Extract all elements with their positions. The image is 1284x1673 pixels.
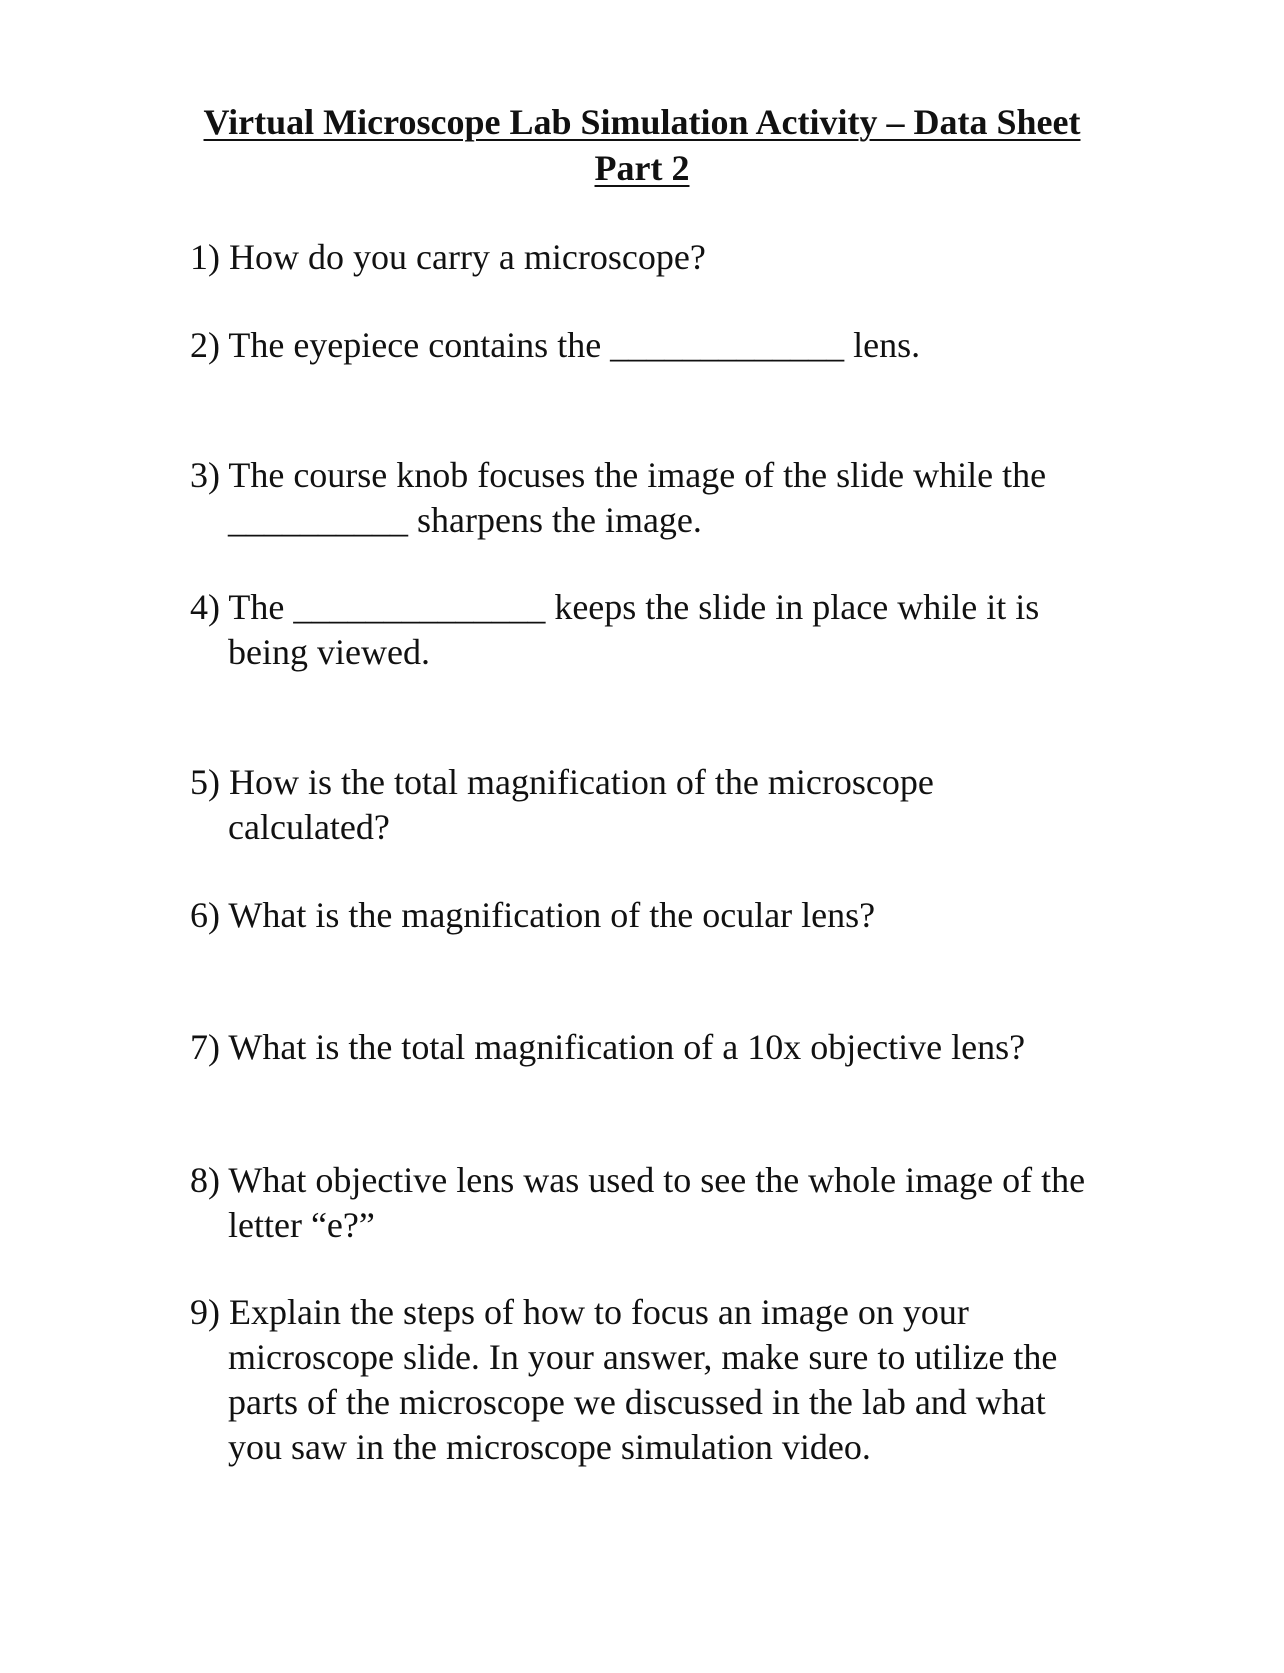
page-subtitle: Part 2 xyxy=(594,148,690,188)
question-8 xyxy=(190,1158,1085,1248)
question-3 xyxy=(190,453,1046,543)
question-text-continued: calculated? xyxy=(228,807,390,847)
question-text: What objective lens was used to see the whole image of the xyxy=(228,1160,1086,1200)
question-text: The eyepiece contains the _____________ lens. xyxy=(228,325,921,365)
question-number: 8) xyxy=(190,1160,220,1200)
question-text-continued: parts of the microscope we discussed in the lab and what xyxy=(228,1382,1046,1422)
question-6 xyxy=(190,893,875,938)
question-number: 1) xyxy=(190,237,220,277)
question-number: 6) xyxy=(190,895,220,935)
question-number: 2) xyxy=(190,325,220,365)
question-number: 7) xyxy=(190,1027,220,1067)
question-text: The course knob focuses the image of the slide while the xyxy=(228,455,1047,495)
question-number: 5) xyxy=(190,762,220,802)
question-text-continued: you saw in the microscope simulation video. xyxy=(228,1427,871,1467)
question-number: 9) xyxy=(190,1292,220,1332)
question-5 xyxy=(190,760,934,850)
question-number: 3) xyxy=(190,455,220,495)
question-text-continued: being viewed. xyxy=(228,632,430,672)
question-text: How do you carry a microscope? xyxy=(229,237,706,277)
question-text: Explain the steps of how to focus an image on your xyxy=(229,1292,969,1332)
question-text-continued: microscope slide. In your answer, make sure to utilize the xyxy=(228,1337,1058,1377)
question-text: The ______________ keeps the slide in place while it is xyxy=(228,587,1040,627)
page-title: Virtual Microscope Lab Simulation Activity – Data Sheet xyxy=(203,102,1081,142)
question-2 xyxy=(190,323,920,368)
question-text: What is the total magnification of a 10x objective lens? xyxy=(228,1027,1026,1067)
question-9 xyxy=(190,1290,1057,1470)
question-text: How is the total magnification of the microscope xyxy=(229,762,934,802)
question-7 xyxy=(190,1025,1025,1070)
question-4 xyxy=(190,585,1039,675)
question-1 xyxy=(190,235,706,280)
question-number: 4) xyxy=(190,587,220,627)
question-text-continued: __________ sharpens the image. xyxy=(228,500,702,540)
question-text: What is the magnification of the ocular lens? xyxy=(228,895,876,935)
question-text-continued: letter “e?” xyxy=(228,1205,375,1245)
